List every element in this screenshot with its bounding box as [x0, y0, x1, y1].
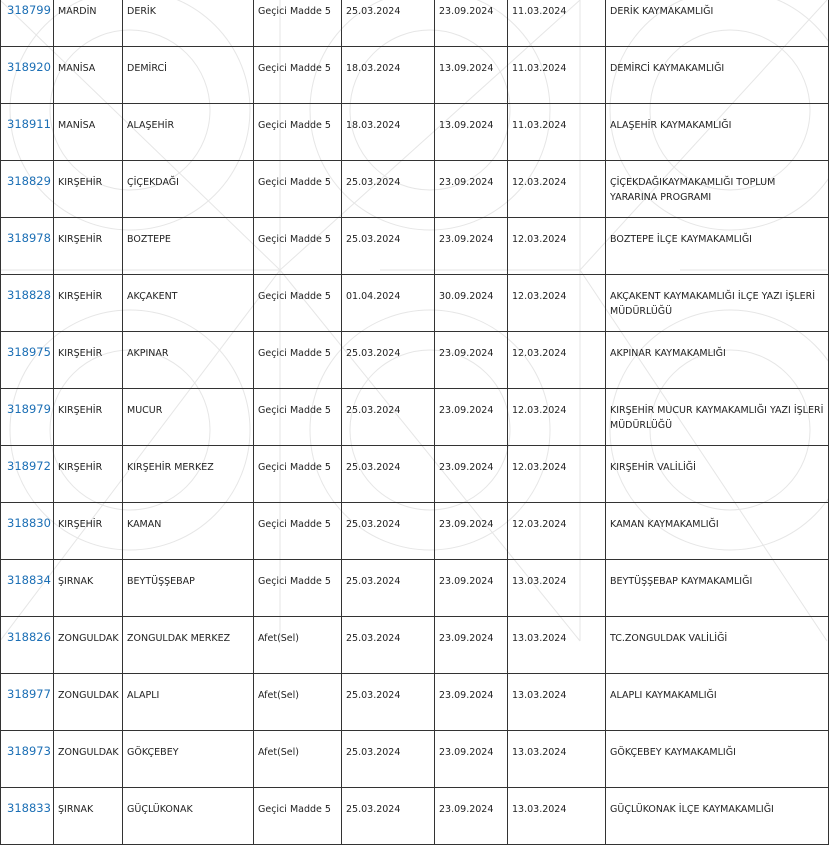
program-type-cell: Geçici Madde 5 — [254, 560, 342, 617]
table-row — [1, 104, 829, 161]
end-date-cell: 23.09.2024 — [435, 674, 508, 731]
institution-cell: AKPINAR KAYMAKAMLIĞI — [606, 332, 829, 389]
institution-cell: TC.ZONGULDAK VALİLİĞİ — [606, 617, 829, 674]
program-type-cell: Geçici Madde 5 — [254, 446, 342, 503]
id-cell — [1, 104, 54, 161]
record-id-link[interactable]: 318911 — [7, 117, 51, 131]
start-date-cell: 25.03.2024 — [342, 788, 435, 845]
announcement-date-cell: 11.03.2024 — [508, 104, 606, 161]
table-body — [1, 0, 829, 845]
table-row — [1, 617, 829, 674]
start-date-cell: 18.03.2024 — [342, 47, 435, 104]
record-id-link[interactable]: 318979 — [7, 402, 51, 416]
table-row — [1, 332, 829, 389]
end-date-cell: 23.09.2024 — [435, 731, 508, 788]
program-type-cell: Geçici Madde 5 — [254, 161, 342, 218]
record-id-link[interactable]: 318973 — [7, 744, 51, 758]
district-cell: DEMİRCİ — [123, 47, 254, 104]
province-cell: KIRŞEHİR — [54, 503, 123, 560]
announcement-date-cell: 13.03.2024 — [508, 560, 606, 617]
start-date-cell: 25.03.2024 — [342, 731, 435, 788]
end-date-cell: 13.09.2024 — [435, 47, 508, 104]
record-id-link[interactable]: 318828 — [7, 288, 51, 302]
id-cell — [1, 503, 54, 560]
id-cell — [1, 161, 54, 218]
province-cell: ŞIRNAK — [54, 560, 123, 617]
announcement-date-cell: 12.03.2024 — [508, 389, 606, 446]
table-row — [1, 446, 829, 503]
end-date-cell: 23.09.2024 — [435, 503, 508, 560]
table-row — [1, 275, 829, 332]
program-type-cell: Geçici Madde 5 — [254, 332, 342, 389]
record-id-link[interactable]: 318977 — [7, 687, 51, 701]
table-row — [1, 218, 829, 275]
district-cell: DERİK — [123, 0, 254, 47]
province-cell: KIRŞEHİR — [54, 218, 123, 275]
program-type-cell: Geçici Madde 5 — [254, 47, 342, 104]
institution-cell: GÖKÇEBEY KAYMAKAMLIĞI — [606, 731, 829, 788]
id-cell — [1, 332, 54, 389]
district-cell: BOZTEPE — [123, 218, 254, 275]
province-cell: KIRŞEHİR — [54, 275, 123, 332]
id-cell — [1, 275, 54, 332]
start-date-cell: 25.03.2024 — [342, 332, 435, 389]
district-cell: KAMAN — [123, 503, 254, 560]
end-date-cell: 23.09.2024 — [435, 0, 508, 47]
announcement-date-cell: 11.03.2024 — [508, 47, 606, 104]
announcement-date-cell: 12.03.2024 — [508, 275, 606, 332]
province-cell: ZONGULDAK — [54, 731, 123, 788]
program-type-cell: Geçici Madde 5 — [254, 0, 342, 47]
district-cell: ÇİÇEKDAĞI — [123, 161, 254, 218]
announcement-date-cell: 13.03.2024 — [508, 788, 606, 845]
institution-cell: ÇİÇEKDAĞIKAYMAKAMLIĞI TOPLUM YARARINA PROGRAMI — [606, 161, 829, 218]
announcement-date-cell: 12.03.2024 — [508, 161, 606, 218]
program-type-cell: Geçici Madde 5 — [254, 218, 342, 275]
record-id-link[interactable]: 318975 — [7, 345, 51, 359]
province-cell: ŞIRNAK — [54, 788, 123, 845]
district-cell: AKÇAKENT — [123, 275, 254, 332]
institution-cell: GÜÇLÜKONAK İLÇE KAYMAKAMLIĞI — [606, 788, 829, 845]
program-type-cell: Geçici Madde 5 — [254, 104, 342, 161]
id-cell — [1, 218, 54, 275]
end-date-cell: 23.09.2024 — [435, 446, 508, 503]
end-date-cell: 23.09.2024 — [435, 389, 508, 446]
province-cell: KIRŞEHİR — [54, 161, 123, 218]
announcement-date-cell: 13.03.2024 — [508, 617, 606, 674]
start-date-cell: 25.03.2024 — [342, 617, 435, 674]
record-id-link[interactable]: 318920 — [7, 60, 51, 74]
table-row — [1, 503, 829, 560]
end-date-cell: 23.09.2024 — [435, 560, 508, 617]
start-date-cell: 25.03.2024 — [342, 0, 435, 47]
province-cell: KIRŞEHİR — [54, 389, 123, 446]
district-cell: MUCUR — [123, 389, 254, 446]
start-date-cell: 25.03.2024 — [342, 560, 435, 617]
province-cell: ZONGULDAK — [54, 674, 123, 731]
end-date-cell: 13.09.2024 — [435, 104, 508, 161]
table-row — [1, 0, 829, 47]
district-cell: GÖKÇEBEY — [123, 731, 254, 788]
province-cell: KIRŞEHİR — [54, 446, 123, 503]
end-date-cell: 23.09.2024 — [435, 788, 508, 845]
district-cell: BEYTÜŞŞEBAP — [123, 560, 254, 617]
table-row — [1, 788, 829, 845]
announcement-date-cell: 13.03.2024 — [508, 674, 606, 731]
district-cell: GÜÇLÜKONAK — [123, 788, 254, 845]
id-cell — [1, 47, 54, 104]
institution-cell: ALAŞEHİR KAYMAKAMLIĞI — [606, 104, 829, 161]
id-cell — [1, 389, 54, 446]
record-id-link[interactable]: 318799 — [7, 3, 51, 17]
institution-cell: KAMAN KAYMAKAMLIĞI — [606, 503, 829, 560]
id-cell — [1, 617, 54, 674]
id-cell — [1, 674, 54, 731]
announcement-date-cell: 13.03.2024 — [508, 731, 606, 788]
district-cell: ALAPLI — [123, 674, 254, 731]
id-cell — [1, 560, 54, 617]
announcement-date-cell: 11.03.2024 — [508, 0, 606, 47]
institution-cell: KIRŞEHİR MUCUR KAYMAKAMLIĞI YAZI İŞLERİ MÜDÜRLÜĞÜ — [606, 389, 829, 446]
table-row — [1, 674, 829, 731]
end-date-cell: 30.09.2024 — [435, 275, 508, 332]
institution-cell: BOZTEPE İLÇE KAYMAKAMLIĞI — [606, 218, 829, 275]
program-type-cell: Geçici Madde 5 — [254, 389, 342, 446]
start-date-cell: 25.03.2024 — [342, 446, 435, 503]
start-date-cell: 25.03.2024 — [342, 218, 435, 275]
end-date-cell: 23.09.2024 — [435, 161, 508, 218]
table-row — [1, 731, 829, 788]
start-date-cell: 25.03.2024 — [342, 161, 435, 218]
record-id-link[interactable]: 318830 — [7, 516, 51, 530]
province-cell: ZONGULDAK — [54, 617, 123, 674]
record-id-link[interactable]: 318833 — [7, 801, 51, 815]
institution-cell: DERİK KAYMAKAMLIĞI — [606, 0, 829, 47]
start-date-cell: 25.03.2024 — [342, 503, 435, 560]
announcement-date-cell: 12.03.2024 — [508, 446, 606, 503]
province-cell: MARDİN — [54, 0, 123, 47]
table-row — [1, 161, 829, 218]
institution-cell: ALAPLI KAYMAKAMLIĞI — [606, 674, 829, 731]
district-cell: ZONGULDAK MERKEZ — [123, 617, 254, 674]
institution-cell: DEMİRCİ KAYMAKAMLIĞI — [606, 47, 829, 104]
program-type-cell: Afet(Sel) — [254, 731, 342, 788]
end-date-cell: 23.09.2024 — [435, 617, 508, 674]
end-date-cell: 23.09.2024 — [435, 218, 508, 275]
institution-cell: KIRŞEHİR VALİLİĞİ — [606, 446, 829, 503]
id-cell — [1, 446, 54, 503]
start-date-cell: 18.03.2024 — [342, 104, 435, 161]
table-row — [1, 47, 829, 104]
province-cell: MANİSA — [54, 47, 123, 104]
province-cell: KIRŞEHİR — [54, 332, 123, 389]
end-date-cell: 23.09.2024 — [435, 332, 508, 389]
institution-cell: BEYTÜŞŞEBAP KAYMAKAMLIĞI — [606, 560, 829, 617]
record-id-link[interactable]: 318978 — [7, 231, 51, 245]
start-date-cell: 01.04.2024 — [342, 275, 435, 332]
district-cell: ALAŞEHİR — [123, 104, 254, 161]
program-type-cell: Geçici Madde 5 — [254, 788, 342, 845]
record-id-link[interactable]: 318829 — [7, 174, 51, 188]
id-cell — [1, 788, 54, 845]
program-type-cell: Geçici Madde 5 — [254, 275, 342, 332]
announcement-date-cell: 12.03.2024 — [508, 503, 606, 560]
province-cell: MANİSA — [54, 104, 123, 161]
record-id-link[interactable]: 318826 — [7, 630, 51, 644]
program-type-cell: Afet(Sel) — [254, 617, 342, 674]
record-id-link[interactable]: 318972 — [7, 459, 51, 473]
id-cell — [1, 0, 54, 47]
district-cell: AKPINAR — [123, 332, 254, 389]
start-date-cell: 25.03.2024 — [342, 389, 435, 446]
table-row — [1, 560, 829, 617]
table-row — [1, 389, 829, 446]
institution-cell: AKÇAKENT KAYMAKAMLIĞI İLÇE YAZI İŞLERİ MÜDÜRLÜĞÜ — [606, 275, 829, 332]
announcement-date-cell: 12.03.2024 — [508, 332, 606, 389]
announcement-date-cell: 12.03.2024 — [508, 218, 606, 275]
start-date-cell: 25.03.2024 — [342, 674, 435, 731]
id-cell — [1, 731, 54, 788]
program-type-cell: Geçici Madde 5 — [254, 503, 342, 560]
program-type-cell: Afet(Sel) — [254, 674, 342, 731]
record-id-link[interactable]: 318834 — [7, 573, 51, 587]
district-cell: KIRŞEHİR MERKEZ — [123, 446, 254, 503]
